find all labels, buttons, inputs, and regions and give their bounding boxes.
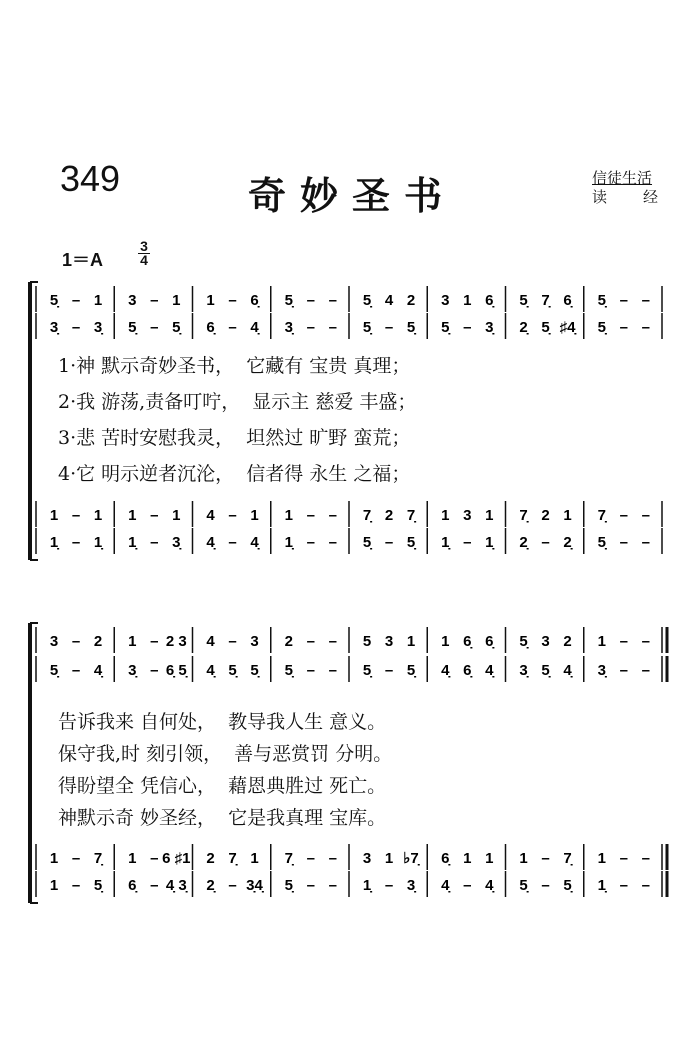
alto-note: 5̣ [541,319,550,336]
bass-note: 4̣ 3̣ [165,877,187,894]
tenor-note: 1 [93,507,103,524]
soprano-note: 2 [284,633,293,650]
alto-note: 5̣ [406,319,416,336]
alto-note: 4̣ [441,662,450,679]
alto-note: – [306,662,315,679]
alto-note: 3̣ [49,319,59,336]
tenor-note: – [150,850,159,867]
bass-note: 2̣ [563,534,572,551]
alto-note: 6̣ [463,662,472,679]
alto-note: – [384,662,394,679]
lyric-verse-3: 3·悲 苦时安慰我灵， 坦然过 旷野 蛮荒； [58,427,411,449]
bass-note: – [228,534,237,551]
soprano-note: 2 [406,292,416,309]
soprano-note: – [228,292,237,309]
bass-note: 4̣ [206,534,215,551]
alto-note: 5̣ [597,319,606,336]
soprano-note: 3 [128,292,137,309]
lyric-line-3: 得盼望全 凭信心， 藉恩典胜过 死亡。 [58,775,387,797]
tenor-note: 1 [128,507,137,524]
alto-note: 5̣ [172,319,181,336]
tenor-note: 1 [172,507,181,524]
tenor-note: 7̣ [563,850,572,867]
tenor-note: 7̣ [93,850,103,867]
alto-note: 3̣ [128,662,137,679]
soprano-note: 6̣ [485,292,494,309]
tenor-note: ♭7̣ [403,850,419,867]
alto-note: – [619,319,628,336]
tenor-note: 2 [541,507,550,524]
bass-note: 5̣ [362,534,372,551]
soprano-note: 5̣ [284,292,293,309]
alto-note: 5̣ [406,662,416,679]
soprano-note: 1 [406,633,416,650]
bass-note: – [328,534,337,551]
bass-note: 1̣ [128,534,137,551]
tenor-note: – [228,507,237,524]
soprano-note: 1 [463,292,472,309]
tenor-note: 7̣ [406,507,416,524]
key-signature: 1＝A [62,250,104,270]
alto-note: ♯4̣ [559,319,576,336]
soprano-note: 5̣ [519,633,528,650]
bass-note: – [641,534,650,551]
tenor-note: 6̣ [441,850,450,867]
bass-note: – [384,877,394,894]
soprano-note: 1 [172,292,181,309]
tenor-note: – [328,850,337,867]
alto-note: 4̣ [485,662,494,679]
bass-note: 5̣ [563,877,572,894]
soprano-note: 3 [384,633,394,650]
time-signature [138,240,150,267]
alto-note: 4̣ [563,662,572,679]
soprano-note: 5̣ [597,292,606,309]
tenor-note: 7̣ [519,507,528,524]
bass-note: – [463,877,472,894]
alto-note: 3̣ [519,662,528,679]
bass-note: – [71,534,81,551]
soprano-note: – [71,633,81,650]
bass-note: – [384,534,394,551]
hymn-number: 349 [60,158,121,199]
bass-note: 1̣ [362,877,372,894]
tenor-note: 1 [463,850,472,867]
alto-note: – [328,319,337,336]
bass-note: 3̣ [172,534,181,551]
bass-note: 5̣ [284,877,293,894]
tenor-note: 1 [485,507,494,524]
tenor-note: – [328,507,337,524]
bass-note: – [541,877,550,894]
bass-note: – [619,534,628,551]
soprano-note: – [328,292,337,309]
alto-note: – [619,662,628,679]
lyric-verse-2: 2·我 游荡,责备叮咛， 显示主 慈爱 丰盛； [58,391,417,413]
soprano-note: 2 [93,633,103,650]
soprano-note: 6̣ [485,633,494,650]
alto-note: – [463,319,472,336]
soprano-note: 1 [441,633,450,650]
soprano-note: – [306,292,315,309]
alto-note: 3̣ [597,662,606,679]
bass-note: 1 [49,877,59,894]
tenor-note: 7̣ [362,507,372,524]
alto-note: 3̣ [485,319,494,336]
soprano-note: 3 [441,292,450,309]
tenor-note: 2 [206,850,215,867]
tenor-note: 1 [485,850,494,867]
bass-note: – [150,534,159,551]
soprano-note: – [619,292,628,309]
bass-note: 1̣ [441,534,450,551]
category-label: 信徒生活 [592,169,653,187]
alto-note: – [71,662,81,679]
bass-note: – [228,877,237,894]
soprano-note: – [228,633,237,650]
bass-note: 1̣ [93,534,103,551]
tenor-note: 4 [206,507,215,524]
bass-note: – [306,534,315,551]
bass-note: – [541,534,550,551]
soprano-note: – [641,292,650,309]
bass-note: – [328,877,337,894]
soprano-note: 5̣ [49,292,59,309]
soprano-note: – [150,292,159,309]
tenor-note: 7̣ [597,507,606,524]
alto-note: 6̣ 5̣ [165,662,187,679]
tenor-note: 3 [362,850,372,867]
soprano-note: 2 3 [165,633,187,650]
soprano-note: 6̣ [563,292,572,309]
alto-note: – [228,319,237,336]
soprano-note: – [71,292,81,309]
tenor-note: 2 [384,507,394,524]
alto-note: – [641,319,650,336]
soprano-note: 2 [563,633,572,650]
alto-note: – [384,319,394,336]
alto-note: 3̣ [93,319,103,336]
bass-note: 4̣ [441,877,450,894]
bass-note: 5̣ [93,877,103,894]
soprano-note: 7̣ [541,292,550,309]
alto-note: 5̣ [362,319,372,336]
tenor-note: – [619,507,628,524]
soprano-note: 5 [362,633,372,650]
soprano-note: 6̣ [250,292,259,309]
bass-note: 2̣ [206,877,215,894]
alto-note: 5̣ [284,662,293,679]
tenor-note: 1 [250,507,259,524]
alto-note: 2̣ [519,319,528,336]
alto-note: 4̣ [250,319,259,336]
alto-note: 4̣ [93,662,103,679]
soprano-note: 4 [206,633,215,650]
alto-note: – [71,319,81,336]
soprano-note: – [150,633,159,650]
soprano-note: – [641,633,650,650]
soprano-note: – [619,633,628,650]
tenor-note: 1 [284,507,293,524]
tenor-note: – [641,850,650,867]
bass-note: 3̣4̣ [246,877,263,894]
tenor-note: – [71,850,81,867]
soprano-note: 3 [250,633,259,650]
tenor-note: – [641,507,650,524]
alto-note: – [150,662,159,679]
time-signature-top: 3 [140,238,148,254]
tenor-note: 7̣ [228,850,237,867]
bass-note: 1̣ [485,534,494,551]
tenor-note: 7̣ [284,850,293,867]
bass-note: 4̣ [250,534,259,551]
alto-note: 5̣ [541,662,550,679]
alto-note: 3̣ [284,319,293,336]
soprano-note: 3 [541,633,550,650]
soprano-note: 1 [128,633,137,650]
soprano-note: 1 [206,292,215,309]
tenor-note: 1 [49,507,59,524]
bass-note: 4̣ [485,877,494,894]
alto-note: – [150,319,159,336]
soprano-note: 1 [93,292,103,309]
bass-note: – [306,877,315,894]
alto-note: 5̣ [362,662,372,679]
tenor-note: – [306,507,315,524]
tenor-note: – [150,507,159,524]
hymn-title: 奇妙圣书 [248,173,457,218]
alto-note: – [641,662,650,679]
tenor-note: 1 [519,850,528,867]
soprano-note: 6̣ [463,633,472,650]
bass-note: 3̣ [406,877,416,894]
alto-note: – [328,662,337,679]
alto-note: 4̣ [206,662,215,679]
tenor-note: 1 [384,850,394,867]
time-signature-bottom: 4 [140,252,148,268]
bass-note: 6̣ [128,877,137,894]
bass-note: 1̣ [284,534,293,551]
tenor-note: – [619,850,628,867]
alto-note: – [306,319,315,336]
soprano-note: 5̣ [519,292,528,309]
lyric-verse-1: 1·神 默示奇妙圣书， 它藏有 宝贵 真理； [58,355,411,377]
tenor-note: 1 [597,850,606,867]
bass-note: – [641,877,650,894]
bass-note: 2̣ [519,534,528,551]
soprano-note: 3 [49,633,59,650]
soprano-note: – [328,633,337,650]
lyric-verse-4: 4·它 明示逆者沉沦， 信者得 永生 之福； [58,463,411,485]
bass-note: 5̣ [597,534,606,551]
alto-note: 5̣ [128,319,137,336]
tenor-note: 6 ♯1 [162,850,191,867]
tenor-note: 1 [563,507,572,524]
tenor-note: – [71,507,81,524]
alto-note: 5̣ [228,662,237,679]
soprano-note: 4 [384,292,394,309]
lyric-line-1: 告诉我来 自何处， 教导我人生 意义。 [58,711,387,733]
tenor-note: – [541,850,550,867]
soprano-note: – [306,633,315,650]
bass-note: 1̣ [49,534,59,551]
alto-note: 6̣ [206,319,215,336]
alto-note: 5̣ [250,662,259,679]
lyric-line-2: 保守我,时 刻引领， 善与恶赏罚 分明。 [58,743,393,765]
soprano-note: 5̣ [362,292,372,309]
tenor-note: – [306,850,315,867]
lyric-line-4: 神默示奇 妙圣经， 它是我真理 宝库。 [58,807,387,829]
tenor-note: 1 [441,507,450,524]
alto-note: 5̣ [441,319,450,336]
bass-note: 1̣ [597,877,606,894]
bass-note: 5̣ [519,877,528,894]
bass-note: – [463,534,472,551]
subcategory-label: 读 经 [592,188,658,206]
tenor-note: 1 [250,850,259,867]
soprano-note: 1 [597,633,606,650]
bass-note: – [619,877,628,894]
bass-note: – [71,877,81,894]
tenor-note: 3 [463,507,472,524]
bass-note: – [150,877,159,894]
tenor-note: 1 [49,850,59,867]
tenor-note: 1 [128,850,137,867]
alto-note: 5̣ [49,662,59,679]
bass-note: 5̣ [406,534,416,551]
